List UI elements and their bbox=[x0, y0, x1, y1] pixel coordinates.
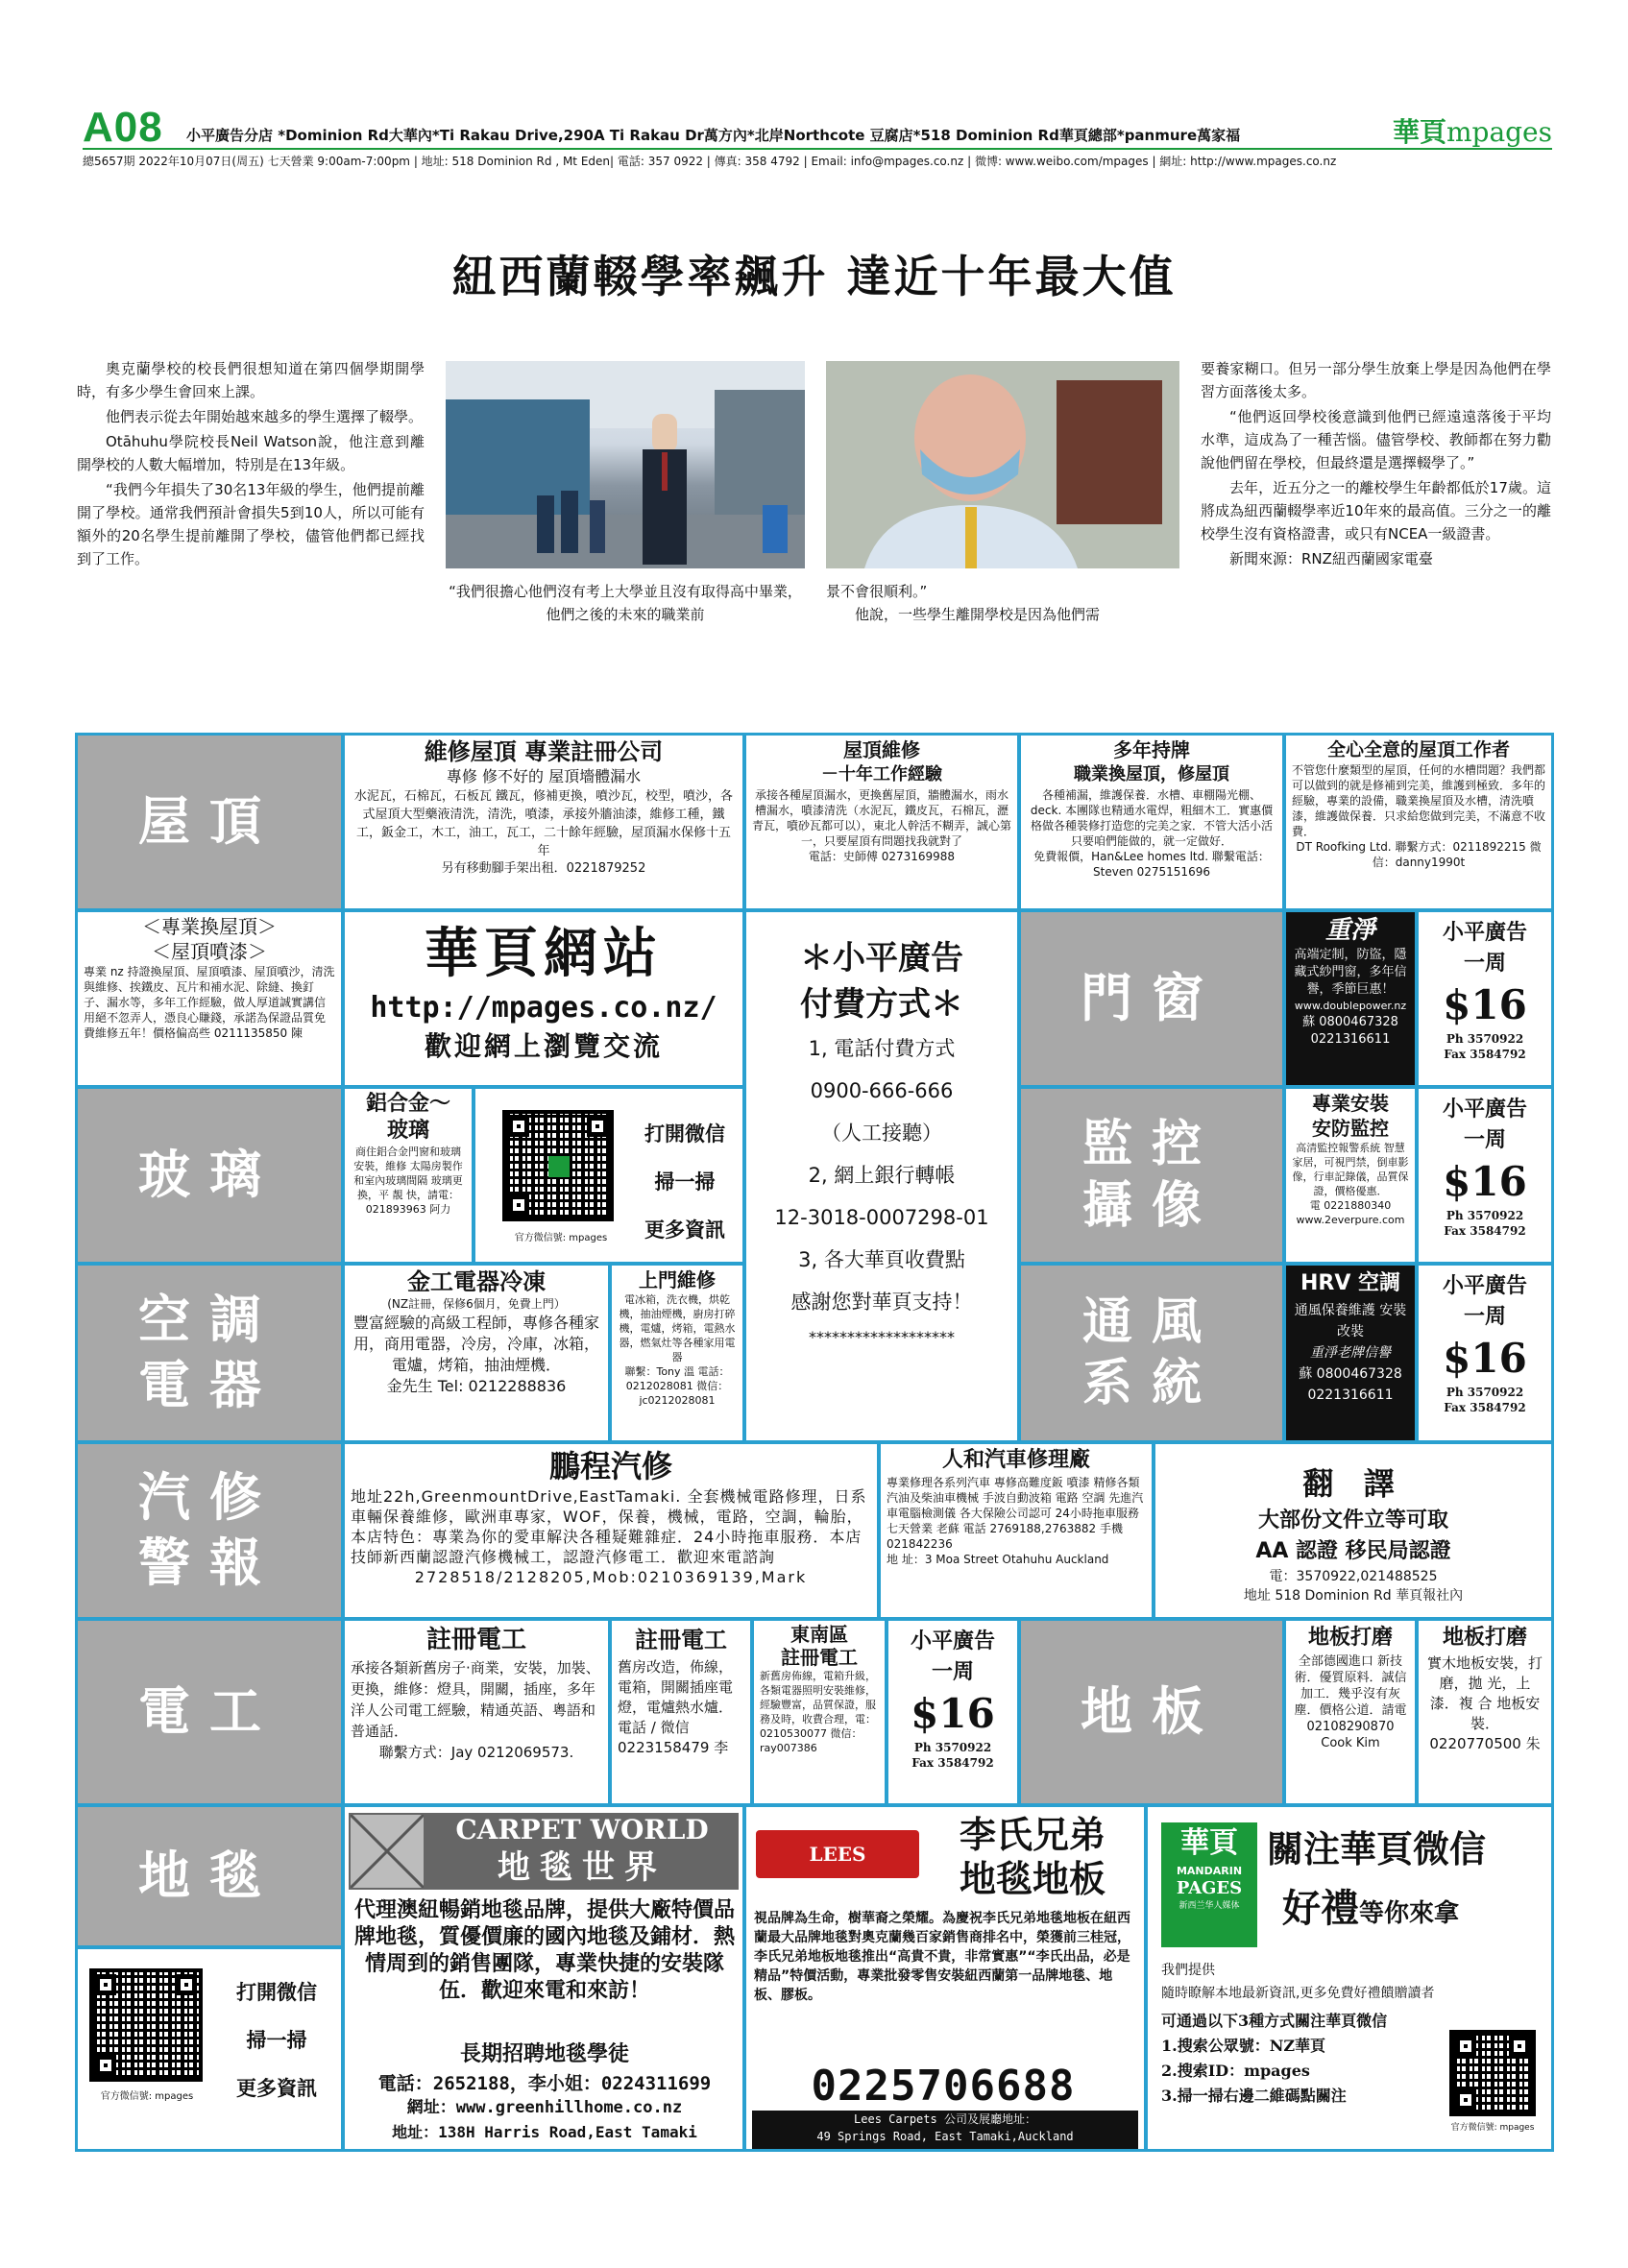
lees-carpets-logo: LEES CARPETS bbox=[756, 1830, 919, 1878]
ad-reroof-respray[interactable]: ＜專業換屋頂＞ ＜屋頂噴漆＞ 專業 nz 持證換屋頂、屋頂噴漆、屋頂噴沙，清洗與維修、挨鐵皮、瓦片和補水泥、除縫、換釘子、漏水等，多年工作經驗，做人厚道誠實講信用絕不忽弄人，憑良心賺錢，承諾為保證品質免費維修五年！價格偏高些 0211135850 陳 bbox=[75, 909, 344, 1088]
article-column-1: 奧克蘭學校的校長們很想知道在第四個學期開學時，有多少學生會回來上課。 他們表示從去年開始越來越多的學生選擇了輟學。 Otāhuhu學院校長Neil Watson說，他注意到離開學校的人數大幅增加，特別是在13年級。 “我們今年損失了30名13年級的學生，他們提前離開了學校。通常我們預計會損失5到10人，所以可能有額外的20名學生提前離開了學校，儘管他們都已經找到了工作。 bbox=[77, 360, 425, 567]
ad-kingong-appliances[interactable]: 金工電器冷凍 (NZ註冊，保修6個月，免費上門） 豐富經驗的高級工程師，專修各種家用，商用電器，冷房，冷庫，冰箱，電爐，烤箱，抽油煙機． 金先生 Tel: 0212288836 bbox=[342, 1263, 611, 1443]
school-corridor-photo bbox=[446, 361, 805, 568]
article-column-2: “我們很擔心他們沒有考上大學並且沒有取得高中畢業，他們之後的未來的職業前 bbox=[449, 583, 802, 623]
article-column-4: 要養家糊口。但另一部分學生放棄上學是因為他們在學習方面落後太多。 “他們返回學校後意識到他們已經遠遠落後于平均水準，這成為了一種苦惱。儘管學校、教師都在努力勸說他們留在學校，但最終還是選擇輟學了。” 去年，近五分之一的離校學生年齡都低於17歲。這將成為紐西蘭輟學率近10年來的最高值。三分之一的離校學生沒有資格證書，或只有NCEA一級證書。 新聞來源：RNZ紐西蘭國家電臺 bbox=[1201, 360, 1551, 567]
page-header bbox=[83, 104, 1552, 168]
ad-wechat-qr-2[interactable]: 官方微信號: mpages 打開微信 掃一掃 更多資訊 bbox=[75, 1946, 344, 2152]
ad-small-weekly-3[interactable]: 小平廣告 一周 $16 Ph 3570922 Fax 3584792 bbox=[1416, 1263, 1554, 1443]
ad-hrv-aircon[interactable]: HRV 空調 通風保養維護 安裝改裝 重淨老牌信譽 蘇 0800467328 0221316611 bbox=[1283, 1263, 1418, 1443]
mpages-logo[interactable]: 華頁mpages bbox=[1392, 116, 1552, 148]
category-glass: 玻璃 bbox=[75, 1086, 344, 1265]
ad-roof-ten-years[interactable]: 屋頂維修 －十年工作經驗 承接各種屋頂漏水，更換舊屋頂，牆體漏水，雨水槽漏水，噴漆清洗（水泥瓦，鐵皮瓦，石棉瓦，瀝青瓦，噴砂瓦都可以），東北人幹活不糊弄，誠心第一，只要屋頂有問題找我就對了 電話：史師傅 0273169988 bbox=[743, 733, 1020, 911]
ad-onsite-repair[interactable]: 上門維修 電冰箱，洗衣機，烘乾機，抽油煙機，廚房打碎機，電爐，烤箱，電熱水器，燃氣灶等各種家用電器 聯繫：Tony 溫 電話：0212028081 微信：jc0212028081 bbox=[609, 1263, 745, 1443]
wechat-qr-code-3[interactable] bbox=[1449, 2030, 1536, 2116]
ad-translation[interactable]: 翻 譯 大部份文件立等可取 AA 認證 移民局認證 電：3570922,021488525 地址 518 Dominion Rd 華頁報社內 bbox=[1153, 1441, 1554, 1620]
ad-floor-sanding-zhu[interactable]: 地板打磨 實木地板安裝，打 磨，拋 光，上 漆．複 合 地板安裝． 0220770500 朱 bbox=[1416, 1618, 1554, 1806]
category-doors-windows: 門窗 bbox=[1018, 909, 1285, 1088]
ad-renhe-auto[interactable]: 人和汽車修理廠 專業修理各系列汽車 專修高難度鈑 噴漆 精修各類汽油及柴油車機械 手波自動波箱 電路 空調 先進汽車電腦檢測儀 各大保險公司認可 24小時拖車服務 七天營業 老蘇 電話 2769188,2763882 手機 021842236 地 址：3 Moa Street Otahuhu Auckland bbox=[878, 1441, 1154, 1620]
ad-carpet-world[interactable]: CARPET WORLD 地毯世界 代理澳紐暢銷地毯品牌，提供大廠特價品牌地毯，質優價廉的國內地毯及鋪材．熱情周到的銷售團隊，專業快捷的安裝隊伍．歡迎來電和來訪！ 長期招聘地毯學徒 電話：2652188，李小姐：0224311699 網址：www.greenhillhome.co.nz 地址：138H Harris Road,East Tamaki bbox=[342, 1804, 745, 2152]
header-info-bar: 總5657期 2022年10月07日(周五) 七天營業 9:00am-7:00pm | 地址: 518 Dominion Rd , Mt Eden| 電話: 357 0922 | 傳真: 358 4792 | Email: info@mpages.co.nz | 微博: www.weibo.com/mpages | 網址: http://www.mpages.co.nz bbox=[83, 148, 1552, 169]
category-roof: 屋頂 bbox=[75, 733, 344, 911]
ad-registered-electrician-li[interactable]: 註冊電工 舊房改造，佈線，電箱，開關插座電燈，電爐熱水爐．電話 / 微信 0223158479 李 bbox=[609, 1618, 753, 1806]
ad-security-cameras[interactable]: 專業安裝 安防監控 高清監控報警系統 智慧家居，可視門禁，倒車影像，行車記錄儀，品質保證，價格優惠． 電 0221880340 www.2everpure.com bbox=[1283, 1086, 1418, 1265]
ad-follow-wechat[interactable]: 華頁 MANDARIN PAGES 新西兰华人媒体 關注華頁微信 好禮等你來拿 我們提供 隨時瞭解本地最新資訊,更多免費好禮饋贈讀者 可通過以下3種方式關注華頁微信 1.搜索公眾號：NZ華頁 2.搜索ID：mpages 3.掃一掃右邊二維碼點關注 官方微信號: mpages bbox=[1145, 1804, 1554, 2152]
carpet-world-logo-icon bbox=[349, 1813, 425, 1890]
wechat-qr-code-2[interactable] bbox=[89, 1968, 203, 2082]
mpages-url-link[interactable]: http://mpages.co.nz/ bbox=[370, 991, 717, 1025]
branch-list: 小平廣告分店 *Dominion Rd大華內*Ti Rakau Drive,290A Ti Rakau Dr萬方內*北岸Northcote 豆腐店*518 Dominion Rd華頁總部*panmure萬家福 bbox=[186, 127, 1241, 144]
ad-aluminium-glass[interactable]: 鋁合金～ 玻璃 商住鋁合金門窗和玻璃安裝，維修 太陽房製作和室內玻璃間隔 玻璃更換，平 靚 快，請電：021893963 阿力 bbox=[342, 1086, 474, 1265]
category-carpet: 地毯 bbox=[75, 1804, 344, 1948]
principal-portrait-photo bbox=[826, 361, 1179, 568]
ad-small-weekly-4[interactable]: 小平廣告 一周 $16 Ph 3570922 Fax 3584792 bbox=[886, 1618, 1020, 1806]
ad-small-weekly-1[interactable]: 小平廣告 一周 $16 Ph 3570922 Fax 3584792 bbox=[1416, 909, 1554, 1088]
ad-pengcheng-auto[interactable]: 鵬程汽修 地址22h,GreenmountDrive,EastTamaki. 全套機械電路修理，日系車輛保養維修，歐洲車專家，WOF，保養，機械，電路，空調，輪胎，本店特色：專業為你的愛車解決各種疑難雜症．24小時拖車服務．本店技師新西蘭認證汽修機械工，認證汽修電工．歡迎來電諮詢 2728518/2128205,Mob:0210369139,Mark bbox=[342, 1441, 880, 1620]
ad-licensed-reroofing[interactable]: 多年持牌 職業換屋頂，修屋頂 各種補漏，維護保養．水槽、車棚陽光棚、deck. 本團隊也精通水電焊，粗細木工．實惠價格做各種裝修打造您的完美之家．不管大活小活只要咱們能做的，就一定做好． 免費報價，Han&Lee homes ltd. 聯繫電話：Steven 0275151696 bbox=[1018, 733, 1285, 911]
page-number: A08 bbox=[83, 104, 163, 151]
ad-doublepower-doors[interactable]: 重淨 高端定制，防盜，隱藏式紗門窗，多年信譽，季節巨惠！ www.doublepower.nz 蘇 0800467328 0221316611 bbox=[1283, 909, 1418, 1088]
category-flooring: 地板 bbox=[1018, 1618, 1285, 1806]
ad-registered-electrician-jay[interactable]: 註冊電工 承接各類新舊房子·商業，安裝，加裝、更換，維修：燈具，開關，插座，多年洋人公司電工經驗，精通英語、粵語和普通話． 聯繫方式：Jay 0212069573. bbox=[342, 1618, 611, 1806]
article-headline: 紐西蘭輟學率飆升 達近十年最大值 bbox=[451, 251, 1177, 302]
ad-roofking[interactable]: 全心全意的屋頂工作者 不管您什麼類型的屋頂，任何的水槽問題？我們都可以做到的就是修補到完美，維護到極致．多年的經驗，專業的設備，職業換屋頂及水槽，清洗噴漆，維護做保養．只求給您做到完美，不滿意不收費． DT Roofking Ltd. 聯繫方式：0211892215 微信：danny1990t bbox=[1283, 733, 1554, 911]
ad-roof-repair-registered[interactable]: 維修屋頂 專業註冊公司 專修 修不好的 屋頂墻體漏水 水泥瓦，石棉瓦，石板瓦 鐵瓦，修補更換，噴沙瓦，校型，噴沙，各式屋頂大型藥液清洗，清洗，噴漆，承接外牆油漆，維修工種，鐵工，鈑金工，木工，油工，瓦工，二十餘年經驗，屋頂漏水保修十五年 另有移動腳手架出租．0221879252 bbox=[342, 733, 745, 911]
ad-lees-carpets[interactable]: LEES CARPETS 李氏兄弟 地毯地板 視品牌為生命，樹華裔之榮耀。為慶祝李氏兄弟地毯地板在紐西蘭最大品牌地毯對奧克蘭幾百家銷售商排名中，榮獲前三桂冠，李氏兄弟地板地毯推出“高貴不貴，非常實惠”“李氏出品，必是精品”特價活動，專業批發零售安裝紐西蘭第一品牌地毯、地板、膠板。 0225706688 Lees Carpets 公司及展廳地址： 49 Springs Road, East Tamaki,Auckland bbox=[743, 1804, 1147, 2152]
category-electrician: 電工 bbox=[75, 1618, 344, 1806]
category-car-repair: 汽修 警報 bbox=[75, 1441, 344, 1620]
category-cctv: 監控 攝像 bbox=[1018, 1086, 1285, 1265]
ad-small-weekly-2[interactable]: 小平廣告 一周 $16 Ph 3570922 Fax 3584792 bbox=[1416, 1086, 1554, 1265]
ad-floor-sanding-cook[interactable]: 地板打磨 全部德國進口 新技術．優質原料．誠信加工．幾乎沒有灰塵．價格公道．請電 02108290870 Cook Kim bbox=[1283, 1618, 1418, 1806]
category-air-conditioning: 空調 電器 bbox=[75, 1263, 344, 1443]
ad-payment-methods: ＊小平廣告 付費方式＊ 1, 電話付費方式 0900-666-666 （人工接聽） 2, 網上銀行轉帳 12-3018-0007298-01 3, 各大華頁收費點 感謝您對華頁支持！ ******************* bbox=[743, 909, 1020, 1443]
category-ventilation: 通風 系統 bbox=[1018, 1263, 1285, 1443]
ad-mpages-website[interactable]: 華頁網站 http://mpages.co.nz/ 歡迎網上瀏覽交流 bbox=[342, 909, 745, 1088]
wechat-qr-code[interactable] bbox=[502, 1110, 614, 1221]
ad-wechat-qr-1[interactable]: 官方微信號: mpages 打開微信 掃一掃 更多資訊 bbox=[473, 1086, 745, 1265]
article-column-3: 景不會很順利。” 他說，一些學生離開學校是因為他們需 bbox=[826, 583, 1101, 623]
mandarin-pages-badge: 華頁 MANDARIN PAGES 新西兰华人媒体 bbox=[1161, 1822, 1257, 1947]
ad-southeast-electrician[interactable]: 東南區 註冊電工 新舊房佈線，電箱升級，各類電器照明安裝維修，經驗豐富，品質保證，服務及時，收費合理，電：0210530077 微信：ray007386 bbox=[751, 1618, 887, 1806]
